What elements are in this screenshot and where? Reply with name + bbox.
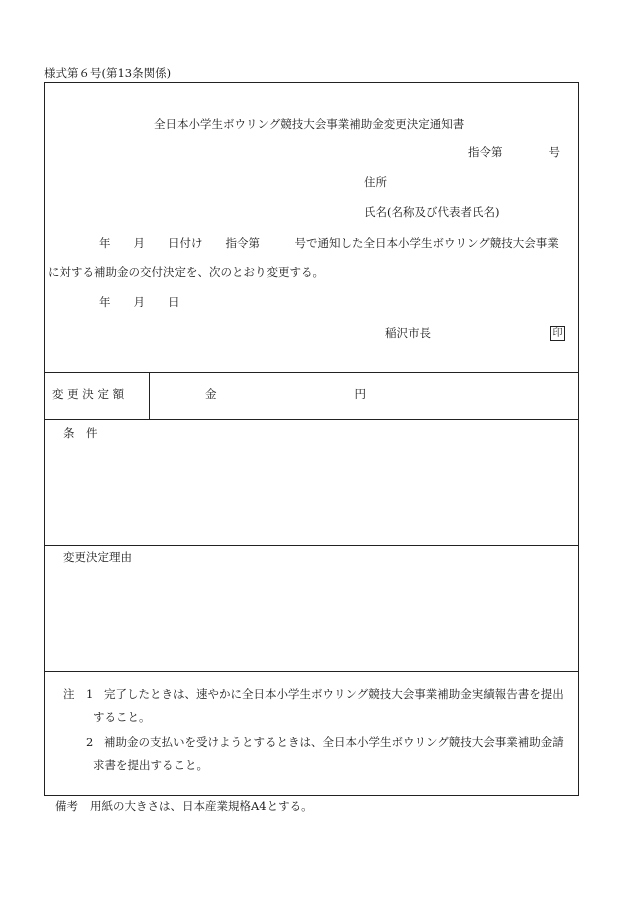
amount-label: 変 更 決 定 額 <box>52 387 125 401</box>
note-1-line-1: 完了したときは、速やかに全日本小学生ボウリング競技大会事業補助金実績報告書を提出 <box>104 687 564 701</box>
divider <box>45 545 578 546</box>
amount-value: 金 円 <box>205 387 366 401</box>
body-line-2: に対する補助金の交付決定を、次のとおり変更する。 <box>48 265 324 279</box>
divider <box>45 419 578 420</box>
note-2-line-1: 補助金の支払いを受けようとするときは、全日本小学生ボウリング競技大会事業補助金請 <box>104 735 564 749</box>
issuer-name: 稲沢市長 <box>385 326 431 340</box>
name-label: 氏名(名称及び代表者氏名) <box>364 205 500 219</box>
note-2-number: 2 <box>86 735 94 749</box>
conditions-label: 条 件 <box>63 426 98 440</box>
notice-form <box>44 82 579 796</box>
body-line-1: 年 月 日付け 指令第 号で通知した全日本小学生ボウリング競技大会事業 <box>99 236 559 250</box>
form-number: 様式第６号(第13条関係) <box>44 66 172 80</box>
change-reason-label: 変更決定理由 <box>63 550 132 564</box>
address-label: 住所 <box>364 175 387 189</box>
notes-marker: 注 <box>63 687 75 701</box>
directive-number: 指令第 号 <box>468 145 560 159</box>
seal-mark: 印 <box>550 326 565 341</box>
date-line: 年 月 日 <box>99 295 180 309</box>
divider <box>45 671 578 672</box>
note-1-line-2: すること。 <box>93 710 151 724</box>
remark-label: 備考 <box>55 799 78 813</box>
remark-text: 用紙の大きさは、日本産業規格A4とする。 <box>90 799 313 813</box>
note-1-number: 1 <box>86 687 94 701</box>
divider <box>149 372 150 419</box>
document-title: 全日本小学生ボウリング競技大会事業補助金変更決定通知書 <box>154 117 465 131</box>
divider <box>45 372 578 373</box>
note-2-line-2: 求書を提出すること。 <box>93 758 208 772</box>
